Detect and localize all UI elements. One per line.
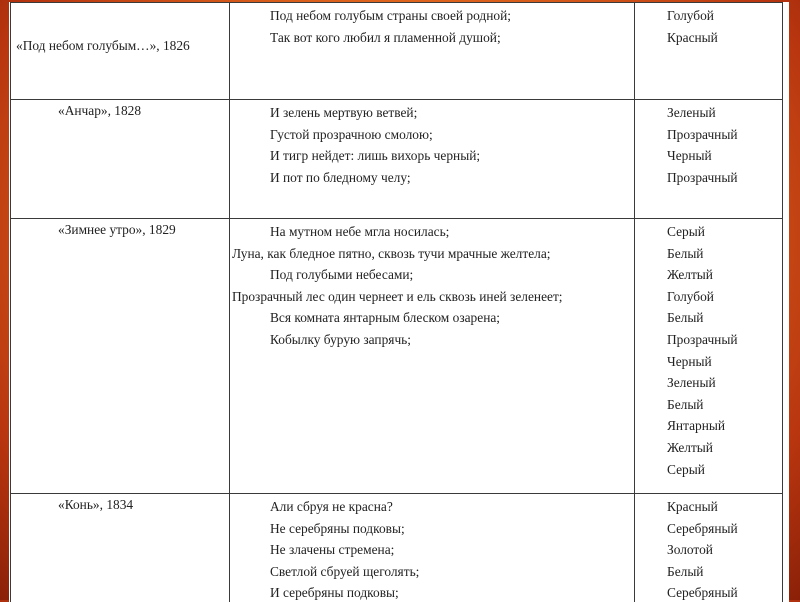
verse-line: Прозрачный лес один чернеет и ель сквозь иней зеленеет; — [230, 286, 634, 308]
verse-cell — [230, 494, 635, 602]
color-word: Красный — [635, 27, 782, 49]
verse-line: На мутном небе мгла носилась; — [230, 221, 634, 243]
table-row — [11, 100, 783, 219]
poem-title: «Анчар», 1828 — [11, 100, 229, 122]
color-word: Прозрачный — [635, 167, 782, 189]
color-word: Белый — [635, 243, 782, 265]
color-word: Красный — [635, 496, 782, 518]
color-word: Серебряный — [635, 518, 782, 540]
verse-line: Под голубыми небесами; — [230, 264, 634, 286]
document-sheet — [9, 2, 789, 602]
table-row — [11, 494, 783, 602]
verse-line: И тигр нейдет: лишь вихорь черный; — [230, 145, 634, 167]
color-word: Белый — [635, 394, 782, 416]
verse-line: Кобылку бурую запрячь; — [230, 329, 634, 351]
verse-line: И пот по бледному челу; — [230, 167, 634, 189]
color-cell — [635, 494, 783, 602]
verse-line: Под небом голубым страны своей родной; — [230, 5, 634, 27]
color-word: Прозрачный — [635, 329, 782, 351]
verse-line: Вся комната янтарным блеском озарена; — [230, 307, 634, 329]
color-word: Голубой — [635, 5, 782, 27]
poem-title-cell — [11, 219, 230, 494]
color-word: Белый — [635, 561, 782, 583]
verse-line: Густой прозрачною смолою; — [230, 124, 634, 146]
verse-line: Светлой сбруей щеголять; — [230, 561, 634, 583]
color-word: Серебряный — [635, 582, 782, 602]
poem-color-table — [10, 2, 783, 602]
color-word: Янтарный — [635, 415, 782, 437]
color-word: Зеленый — [635, 372, 782, 394]
verse-line: Так вот кого любил я пламенной душой; — [230, 27, 634, 49]
color-word: Золотой — [635, 539, 782, 561]
verse-line: Луна, как бледное пятно, сквозь тучи мрачные желтела; — [230, 243, 634, 265]
table-row — [11, 3, 783, 100]
poem-title: «Конь», 1834 — [11, 494, 229, 516]
color-word: Прозрачный — [635, 124, 782, 146]
verse-line: И зелень мертвую ветвей; — [230, 102, 634, 124]
verse-cell — [230, 3, 635, 100]
color-word: Желтый — [635, 437, 782, 459]
color-word: Зеленый — [635, 102, 782, 124]
poem-title: «Под небом голубым…», 1826 — [11, 3, 229, 57]
poem-title-cell — [11, 3, 230, 100]
table-row — [11, 219, 783, 494]
verse-line: Али сбруя не красна? — [230, 496, 634, 518]
color-cell — [635, 100, 783, 219]
color-word: Белый — [635, 307, 782, 329]
poem-title: «Зимнее утро», 1829 — [11, 219, 229, 241]
verse-line: Не злачены стремена; — [230, 539, 634, 561]
verse-cell — [230, 100, 635, 219]
color-word: Черный — [635, 145, 782, 167]
verse-line: И серебряны подковы; — [230, 582, 634, 602]
color-word: Голубой — [635, 286, 782, 308]
color-word: Желтый — [635, 264, 782, 286]
color-word: Черный — [635, 351, 782, 373]
verse-cell — [230, 219, 635, 494]
poem-title-cell — [11, 100, 230, 219]
poem-title-cell — [11, 494, 230, 602]
color-cell — [635, 3, 783, 100]
color-word: Серый — [635, 221, 782, 243]
color-word: Серый — [635, 459, 782, 481]
verse-line: Не серебряны подковы; — [230, 518, 634, 540]
color-cell — [635, 219, 783, 494]
